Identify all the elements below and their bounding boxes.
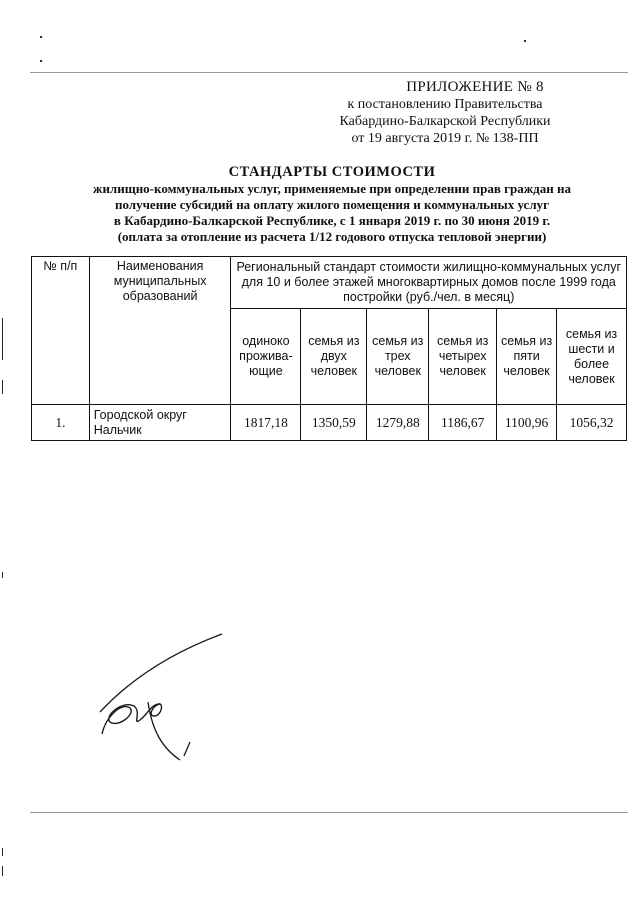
value-family-2: 1350,59 bbox=[301, 405, 367, 441]
subheader-family-3: семья из трех человек bbox=[367, 309, 429, 405]
table-row bbox=[32, 405, 627, 441]
margin-mark bbox=[2, 866, 3, 876]
margin-mark bbox=[2, 572, 3, 578]
subheader-family-5: семья из пяти человек bbox=[497, 309, 557, 405]
scan-speck bbox=[40, 36, 42, 38]
value-family-4: 1186,67 bbox=[429, 405, 497, 441]
bottom-rule bbox=[30, 812, 628, 813]
subheader-family-6-plus: семья из шести и более человек bbox=[557, 309, 627, 405]
margin-mark bbox=[2, 380, 3, 394]
subheader-family-4: семья из четырех человек bbox=[429, 309, 497, 405]
value-family-3: 1279,88 bbox=[367, 405, 429, 441]
appendix-line-3: от 19 августа 2019 г. № 138-ПП bbox=[351, 131, 539, 146]
row-municipality: Городской округ Нальчик bbox=[89, 405, 231, 441]
margin-mark bbox=[2, 848, 3, 856]
header-municipality: Наименования муниципальных образований bbox=[89, 257, 231, 405]
top-rule bbox=[30, 72, 628, 73]
subheader-single: одиноко прожива-ющие bbox=[231, 309, 301, 405]
title-sub-2: получение субсидий на оплату жилого помещения и коммунальных услуг bbox=[114, 197, 550, 212]
appendix-line-2: Кабардино-Балкарской Республики bbox=[339, 114, 551, 129]
handwritten-signature bbox=[88, 630, 228, 770]
value-family-5: 1100,96 bbox=[497, 405, 557, 441]
subheader-family-2: семья из двух человек bbox=[301, 309, 367, 405]
title-sub-3: в Кабардино-Балкарской Республике, с 1 января 2019 г. по 30 июня 2019 г. bbox=[113, 213, 551, 228]
title-sub-1: жилищно-коммунальных услуг, применяемые при определении прав граждан на bbox=[93, 181, 571, 196]
appendix-line-1: к постановлению Правительства bbox=[347, 97, 543, 112]
appendix-block bbox=[300, 78, 590, 147]
header-regional-standard: Региональный стандарт стоимости жилищно-коммунальных услуг для 10 и более этажей многоквартирных домов после 1999 года постройки (руб./чел. в месяц) bbox=[231, 257, 627, 309]
row-number: 1. bbox=[32, 405, 90, 441]
document-title bbox=[62, 163, 602, 245]
value-family-6-plus: 1056,32 bbox=[557, 405, 627, 441]
margin-mark bbox=[2, 318, 3, 360]
appendix-number: ПРИЛОЖЕНИЕ № 8 bbox=[406, 79, 544, 95]
title-sub-4: (оплата за отопление из расчета 1/12 годового отпуска тепловой энергии) bbox=[117, 229, 547, 244]
scan-speck bbox=[524, 40, 526, 42]
value-single: 1817,18 bbox=[231, 405, 301, 441]
scan-speck bbox=[40, 60, 42, 62]
header-number: № п/п bbox=[32, 257, 90, 405]
tariff-table bbox=[31, 256, 627, 441]
title-main: СТАНДАРТЫ СТОИМОСТИ bbox=[228, 164, 436, 180]
